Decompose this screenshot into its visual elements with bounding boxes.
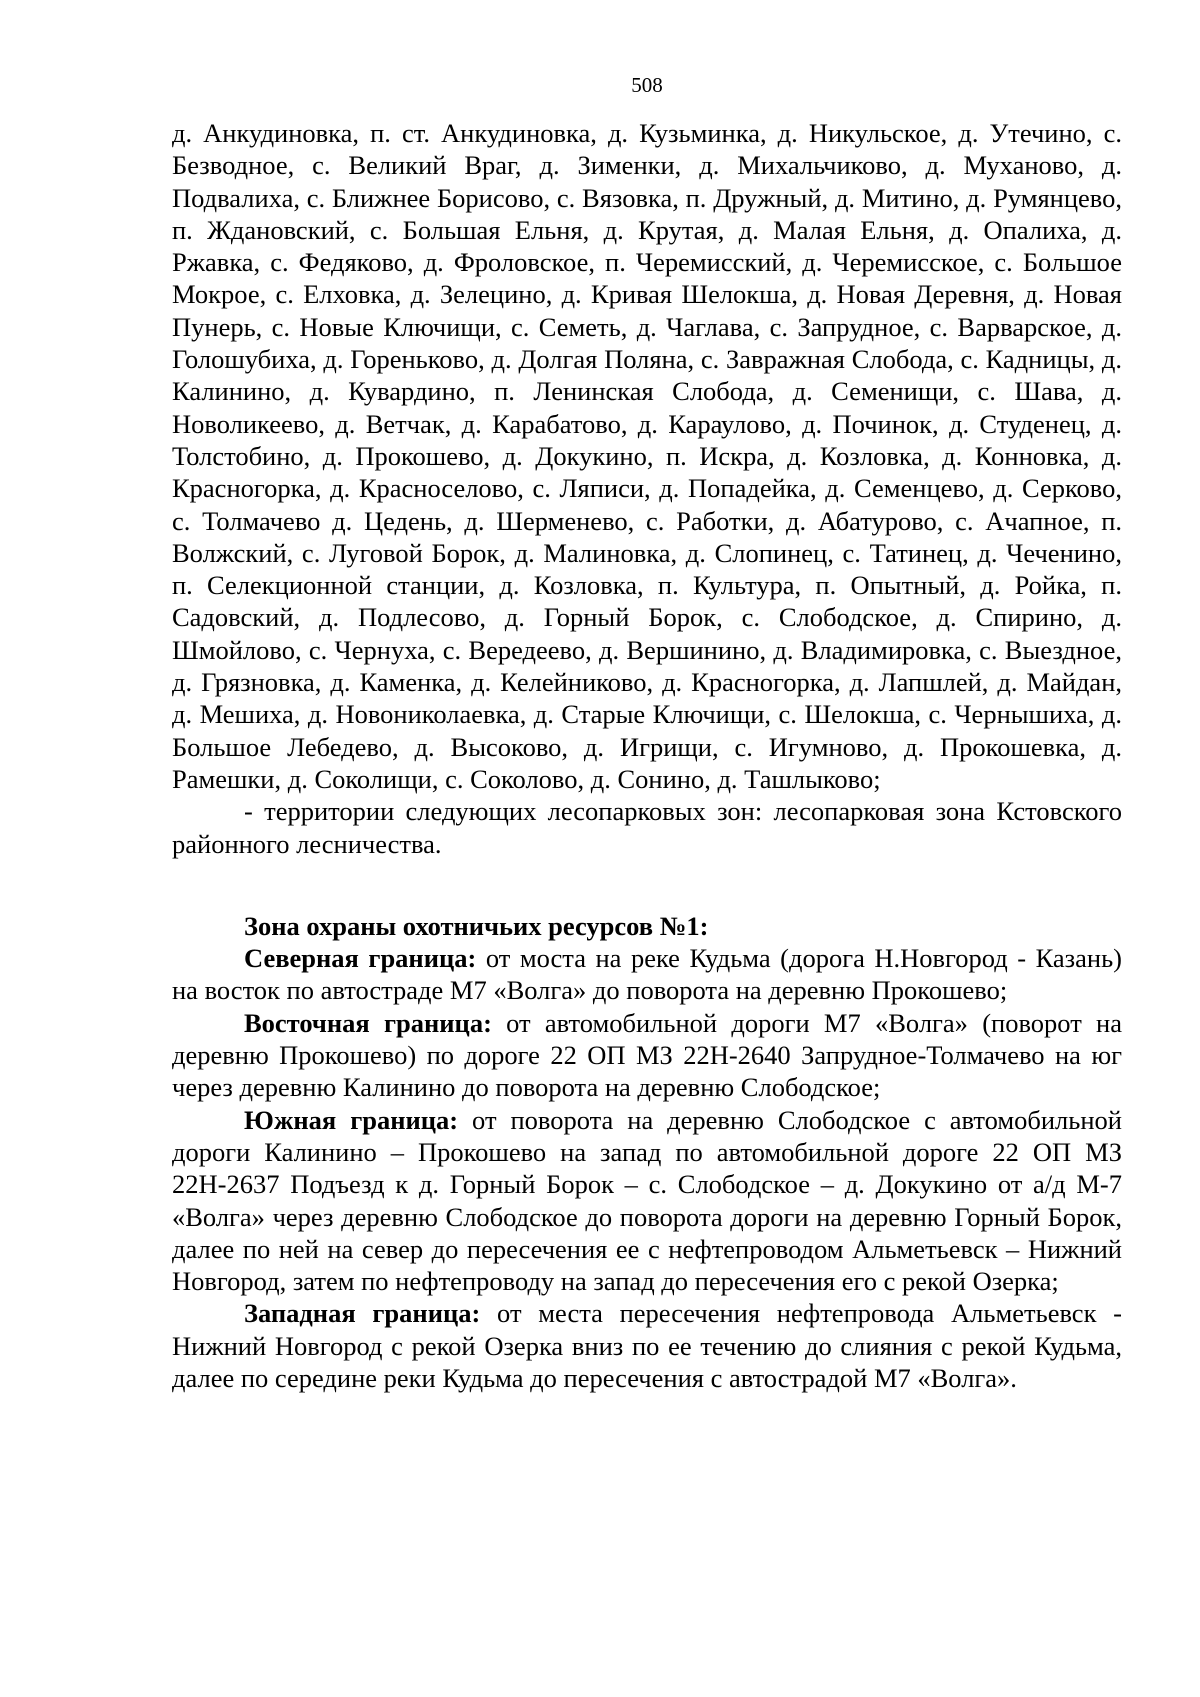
forest-zone-paragraph: - территории следующих лесопарковых зон: лесопарковая зона Кстовского районного лесничества.	[172, 796, 1122, 859]
west-border-text: от места пересечения нефтепровода Альметьевск - Нижний Новгород с рекой Озерка вниз по ее течению до слияния с рекой Кудьма, далее по середине реки Кудьма до пересечения с автострадой М7 «Волга».	[172, 1298, 1123, 1393]
settlements-paragraph: д. Анкудиновка, п. ст. Анкудиновка, д. Кузьминка, д. Никульское, д. Утечино, с. Безводное, с. Великий Враг, д. Зименки, д. Михальчиково, д. Муханово, д. Подвалиха, с. Ближнее Борисово, с. Вязовка, п. Дружный, д. Митино, д. Румянцево, п. Ждановский, с. Большая Ельня, д. Крутая, д. Малая Ельня, д. Опалиха, д. Ржавка, с. Федяково, д. Фроловское, п. Черемисский, д. Черемисское, с. Большое Мокрое, с. Елховка, д. Зелецино, д. Кривая Шелокша, д. Новая Деревня, д. Новая Пунерь, с. Новые Ключищи, с. Семеть, д. Чаглава, с. Запрудное, с. Варварское, д. Голошубиха, д. Гореньково, д. Долгая Поляна, с. Завражная Слобода, с. Кадницы, д. Калинино, д. Кувардино, п. Ленинская Слобода, д. Семенищи, с. Шава, д. Новоликеево, д. Ветчак, д. Карабатово, д. Караулово, д. Починок, д. Студенец, д. Толстобино, д. Прокошево, д. Докукино, п. Искра, д. Козловка, д. Конновка, д. Красногорка, д. Красноселово, с. Ляписи, д. Попадейка, д. Семенцево, д. Серково, с. Толмачево д. Цедень, д. Шерменево, с. Работки, д. Абатурово, с. Ачапное, п. Волжский, с. Луговой Борок, д. Малиновка, д. Слопинец, с. Татинец, д. Чеченино, п. Селекционной станции, д. Козловка, п. Культура, п. Опытный, д. Ройка, п. Садовский, д. Подлесово, д. Горный Борок, с. Слободское, д. Спирино, д. Шмойлово, с. Чернуха, с. Вередеево, д. Вершинино, д. Владимировка, с. Выездное, д. Грязновка, д. Каменка, д. Келейниково, д. Красногорка, д. Лапшлей, д. Майдан, д. Мешиха, д. Новониколаевка, д. Старые Ключищи, с. Шелокша, с. Чернышиха, д. Большое Лебедево, д. Высоково, д. Игрищи, с. Игумново, д. Прокошевка, д. Рамешки, д. Соколищи, с. Соколово, д. Сонино, д. Ташлыково;	[172, 118, 1122, 794]
zone-heading: Зона охраны охотничьих ресурсов №1:	[244, 910, 709, 941]
north-border-label: Северная граница:	[244, 943, 477, 974]
north-border-text: от моста на реке Кудьма (дорога Н.Новгород - Казань) на восток по автостраде М7 «Волга» до поворота на деревню Прокошево;	[172, 943, 1123, 1006]
north-border-paragraph	[172, 942, 1122, 1007]
east-border-paragraph	[172, 1007, 1122, 1104]
document-body	[172, 117, 1122, 1394]
west-border-label: Западная граница:	[244, 1298, 481, 1329]
east-border-label: Восточная граница:	[244, 1007, 492, 1038]
east-border-text: от автомобильной дороги М7 «Волга» (поворот на деревню Прокошево) по дороге 22 ОП МЗ 22Н-2640 Запрудное-Толмачево на юг через деревню Калинино до поворота на деревню Слободское;	[172, 1007, 1122, 1103]
page-number: 508	[631, 73, 663, 97]
south-border-text: от поворота на деревню Слободское с автомобильной дороги Калинино – Прокошево на запад по автомобильной дороге 22 ОП МЗ 22Н-2637 Подъезд к д. Горный Борок – с. Слободское – д. Докукино от а/д М-7 «Волга» через деревню Слободское до поворота дороги на деревню Горный Борок, далее по ней на север до пересечения ее с нефтепроводом Альметьевск – Нижний Новгород, затем по нефтепроводу на запад до пересечения его с рекой Озерка;	[172, 1104, 1122, 1297]
west-border-paragraph	[172, 1297, 1122, 1394]
section-spacer	[172, 860, 1122, 910]
south-border-paragraph	[172, 1104, 1122, 1298]
south-border-label: Южная граница:	[244, 1104, 459, 1135]
